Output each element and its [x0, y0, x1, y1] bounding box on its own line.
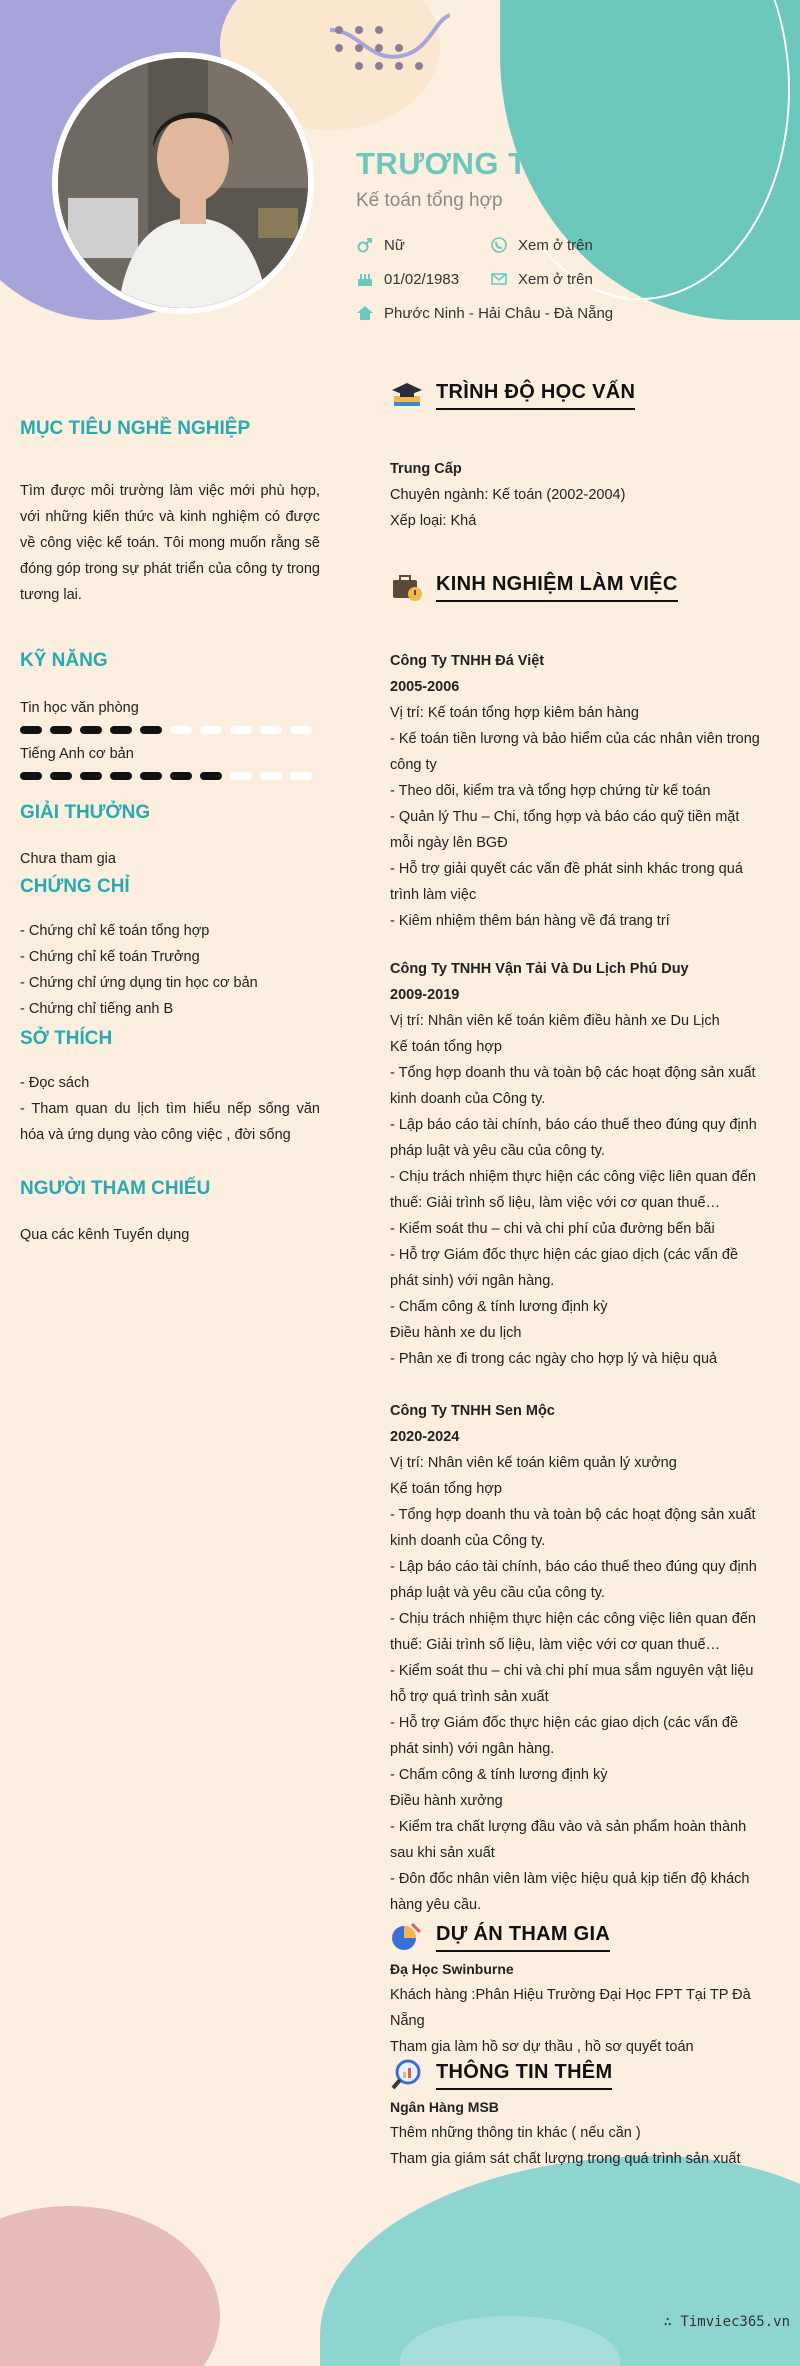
job-detail-line: - Theo dõi, kiểm tra và tổng hợp chứng từ kế toán: [390, 783, 711, 799]
skill-dash: [170, 772, 192, 780]
skill-dash: [140, 726, 162, 734]
job-detail-line: - Đôn đốc nhân viên làm việc hiệu quả kịp tiến độ khách hàng yêu cầu.: [390, 1871, 750, 1913]
job-detail-line: - Quản lý Thu – Chi, tổng hợp và báo cáo quỹ tiền mặt mỗi ngày lên BGĐ: [390, 809, 740, 851]
job-title: Kế toán tổng hợp: [356, 190, 503, 211]
additional-line: Tham gia giám sát chất lượng trong quá trình sản xuất: [390, 2151, 741, 2167]
job-period: 2020-2024: [390, 1429, 460, 1445]
job-detail-line: - Kiểm tra chất lượng đầu vào và sản phẩm hoàn thành sau khi sản xuất: [390, 1819, 747, 1861]
certificates-heading: CHỨNG CHỈ: [20, 876, 130, 897]
projects-section-title: [390, 1920, 610, 1954]
additional-name: Ngân Hàng MSB: [390, 2099, 499, 2115]
job-detail-line: Kế toán tổng hợp: [390, 1039, 502, 1055]
awards-heading: GIẢI THƯỞNG: [20, 802, 151, 823]
contact-1-info: [490, 236, 593, 254]
gender-info: [356, 236, 405, 254]
skill-dash: [290, 772, 312, 780]
experience-section-title: [390, 570, 678, 604]
birthday-info: [356, 270, 459, 288]
skill-dash: [200, 726, 222, 734]
contact-2-info: [490, 270, 593, 288]
job-detail-line: - Hỗ trợ Giám đốc thực hiện các giao dịch (các vấn đề phát sinh) với ngân hàng.: [390, 1715, 739, 1757]
skills-heading: KỸ NĂNG: [20, 650, 108, 671]
job-period: 2009-2019: [390, 987, 460, 1003]
certificate-item: - Chứng chỉ kế toán tổng hợp: [20, 923, 210, 939]
additional-line: Thêm những thông tin khác ( nếu cần ): [390, 2125, 641, 2141]
projects-content: [390, 1956, 765, 2060]
decor-blob-bottom-left: [0, 2206, 220, 2366]
job-company: Công Ty TNHH Sen Mộc: [390, 1403, 555, 1419]
skill-dash: [230, 772, 252, 780]
graduation-cap-icon: [390, 378, 424, 412]
job-detail-line: - Lập báo cáo tài chính, báo cáo thuế theo đúng quy định pháp luật và yêu cầu của công ty.: [390, 1559, 757, 1601]
contact-1-value: Xem ở trên: [518, 236, 593, 254]
skill-dash: [20, 726, 42, 734]
job-detail-line: - Chịu trách nhiệm thực hiện các công việc liên quan đến thuế: Giải trình số liệu, làm việc với cơ quan thuế…: [390, 1169, 756, 1211]
job-detail-line: - Chấm công & tính lương định kỳ: [390, 1767, 608, 1783]
job-entry: [390, 1398, 765, 1918]
home-icon: [356, 304, 374, 322]
job-detail-line: - Chấm công & tính lương định kỳ: [390, 1299, 608, 1315]
birthday-value: 01/02/1983: [384, 270, 460, 288]
education-grade: Xếp loại: Khá: [390, 513, 477, 529]
projects-title: DỰ ÁN THAM GIA: [436, 1923, 610, 1952]
hobby-item: - Tham quan du lịch tìm hiểu nếp sống văn hóa và ứng dụng vào công việc , đời sống: [20, 1101, 320, 1143]
skill-1-label: Tin học văn phòng: [20, 700, 139, 716]
gender-female-icon: [356, 236, 374, 254]
skill-1-bar: [20, 726, 320, 736]
job-detail-line: - Lập báo cáo tài chính, báo cáo thuế theo đúng quy định pháp luật và yêu cầu của công ty.: [390, 1117, 757, 1159]
skill-2-label: Tiếng Anh cơ bản: [20, 746, 134, 762]
certificates-list: [20, 918, 320, 1022]
skill-dash: [140, 772, 162, 780]
objective-text: Tìm được môi trường làm việc mới phù hợp, với những kiến thức và kinh nghiệm có được về công việc kế toán. Tôi mong muốn rằng sẽ đóng góp trong sự phát triển của công ty trong tương lai.: [20, 483, 320, 603]
hobbies-heading: SỞ THÍCH: [20, 1028, 113, 1049]
references-heading: NGƯỜI THAM CHIẾU: [20, 1178, 211, 1199]
job-company: Công Ty TNHH Đá Việt: [390, 653, 545, 669]
job-entry: [390, 648, 765, 934]
skill-2-bar: [20, 772, 320, 782]
objective-heading: MỤC TIÊU NGHỀ NGHIỆP: [20, 418, 251, 439]
skill-dash: [290, 726, 312, 734]
profile-photo: [52, 52, 314, 314]
briefcase-icon: [390, 570, 424, 604]
project-line: Khách hàng :Phân Hiệu Trường Đại Học FPT Tại TP Đà Nẵng: [390, 1987, 751, 2029]
job-detail-line: Điều hành xe du lịch: [390, 1325, 522, 1341]
magnifier-chart-icon: [390, 2058, 424, 2092]
job-detail-line: Vị trí: Kế toán tổng hợp kiêm bán hàng: [390, 705, 639, 721]
hobbies-list: [20, 1070, 320, 1148]
additional-section-title: [390, 2058, 612, 2092]
references-text: Qua các kênh Tuyển dụng: [20, 1227, 190, 1243]
skill-dash: [260, 726, 282, 734]
additional-title: THÔNG TIN THÊM: [436, 2061, 612, 2090]
job-detail-line: - Phân xe đi trong các ngày cho hợp lý và hiệu quả: [390, 1351, 718, 1367]
hobby-item: - Đọc sách: [20, 1075, 90, 1091]
phone-icon: [490, 236, 508, 254]
job-detail-line: - Kiêm nhiệm thêm bán hàng về đá trang trí: [390, 913, 670, 929]
job-detail-line: Vị trí: Nhân viên kế toán kiêm điều hành xe Du Lịch: [390, 1013, 720, 1029]
brand-watermark: [664, 2314, 790, 2330]
skill-dash: [260, 772, 282, 780]
address-value: Phước Ninh - Hải Châu - Đà Nẵng: [384, 304, 614, 322]
skill-dash: [170, 726, 192, 734]
job-detail-line: Kế toán tổng hợp: [390, 1481, 502, 1497]
certificate-item: - Chứng chỉ ứng dụng tin học cơ bản: [20, 975, 258, 991]
education-school: Trung Cấp: [390, 461, 462, 477]
skill-dash: [80, 726, 102, 734]
job-detail-line: - Hỗ trợ giải quyết các vấn đề phát sinh khác trong quá trình làm việc: [390, 861, 743, 903]
skill-dash: [230, 726, 252, 734]
job-company: Công Ty TNHH Vận Tải Và Du Lịch Phú Duy: [390, 961, 689, 977]
job-detail-line: - Hỗ trợ Giám đốc thực hiện các giao dịch (các vấn đề phát sinh) với ngân hàng.: [390, 1247, 739, 1289]
skill-dash: [200, 772, 222, 780]
email-icon: [490, 270, 508, 288]
skill-dash: [80, 772, 102, 780]
address-info: [356, 304, 613, 322]
job-detail-line: - Tổng hợp doanh thu và toàn bộ các hoạt động sản xuất kinh doanh của Công ty.: [390, 1507, 756, 1549]
job-detail-line: - Tổng hợp doanh thu và toàn bộ các hoạt động sản xuất kinh doanh của Công ty.: [390, 1065, 756, 1107]
decor-dots: [335, 26, 425, 70]
skill-dash: [110, 772, 132, 780]
skill-dash: [50, 726, 72, 734]
project-chart-icon: [390, 1920, 424, 1954]
job-detail-line: - Kiểm soát thu – chi và chi phí của đường bến bãi: [390, 1221, 715, 1237]
gender-value: Nữ: [384, 236, 405, 254]
contact-2-value: Xem ở trên: [518, 270, 593, 288]
job-entry: [390, 956, 765, 1372]
skill-dash: [110, 726, 132, 734]
job-period: 2005-2006: [390, 679, 460, 695]
experience-title: KINH NGHIỆM LÀM VIỆC: [436, 573, 678, 602]
education-title: TRÌNH ĐỘ HỌC VẤN: [436, 381, 635, 410]
awards-text: Chưa tham gia: [20, 851, 116, 867]
candidate-name: TRƯƠNG THỊ NGHĨA: [356, 146, 672, 181]
birthday-cake-icon: [356, 270, 374, 288]
skill-dash: [20, 772, 42, 780]
job-detail-line: - Kiểm soát thu – chi và chi phí mua sắm nguyên vật liệu hỗ trợ quá trình sản xuất: [390, 1663, 754, 1705]
certificate-item: - Chứng chỉ kế toán Trưởng: [20, 949, 200, 965]
skill-dash: [50, 772, 72, 780]
project-name: Đạ Học Swinburne: [390, 1961, 514, 1977]
job-detail-line: - Kế toán tiền lương và bảo hiểm của các nhân viên trong công ty: [390, 731, 760, 773]
project-line: Tham gia làm hồ sơ dự thầu , hồ sơ quyết toán: [390, 2039, 694, 2055]
additional-content: [390, 2094, 765, 2172]
job-detail-line: Vị trí: Nhân viên kế toán kiêm quản lý xưởng: [390, 1455, 677, 1471]
education-content: [390, 456, 765, 534]
brand-name: Timviec365.vn: [680, 2314, 790, 2330]
education-section-title: [390, 378, 635, 412]
education-major: Chuyên ngành: Kế toán (2002-2004): [390, 487, 626, 503]
certificate-item: - Chứng chỉ tiếng anh B: [20, 1001, 174, 1017]
brand-mark-icon: ∴: [663, 2314, 672, 2330]
job-detail-line: Điều hành xưởng: [390, 1793, 503, 1809]
job-detail-line: - Chịu trách nhiệm thực hiện các công việc liên quan đến thuế: Giải trình số liệu, làm việc với cơ quan thuế…: [390, 1611, 756, 1653]
